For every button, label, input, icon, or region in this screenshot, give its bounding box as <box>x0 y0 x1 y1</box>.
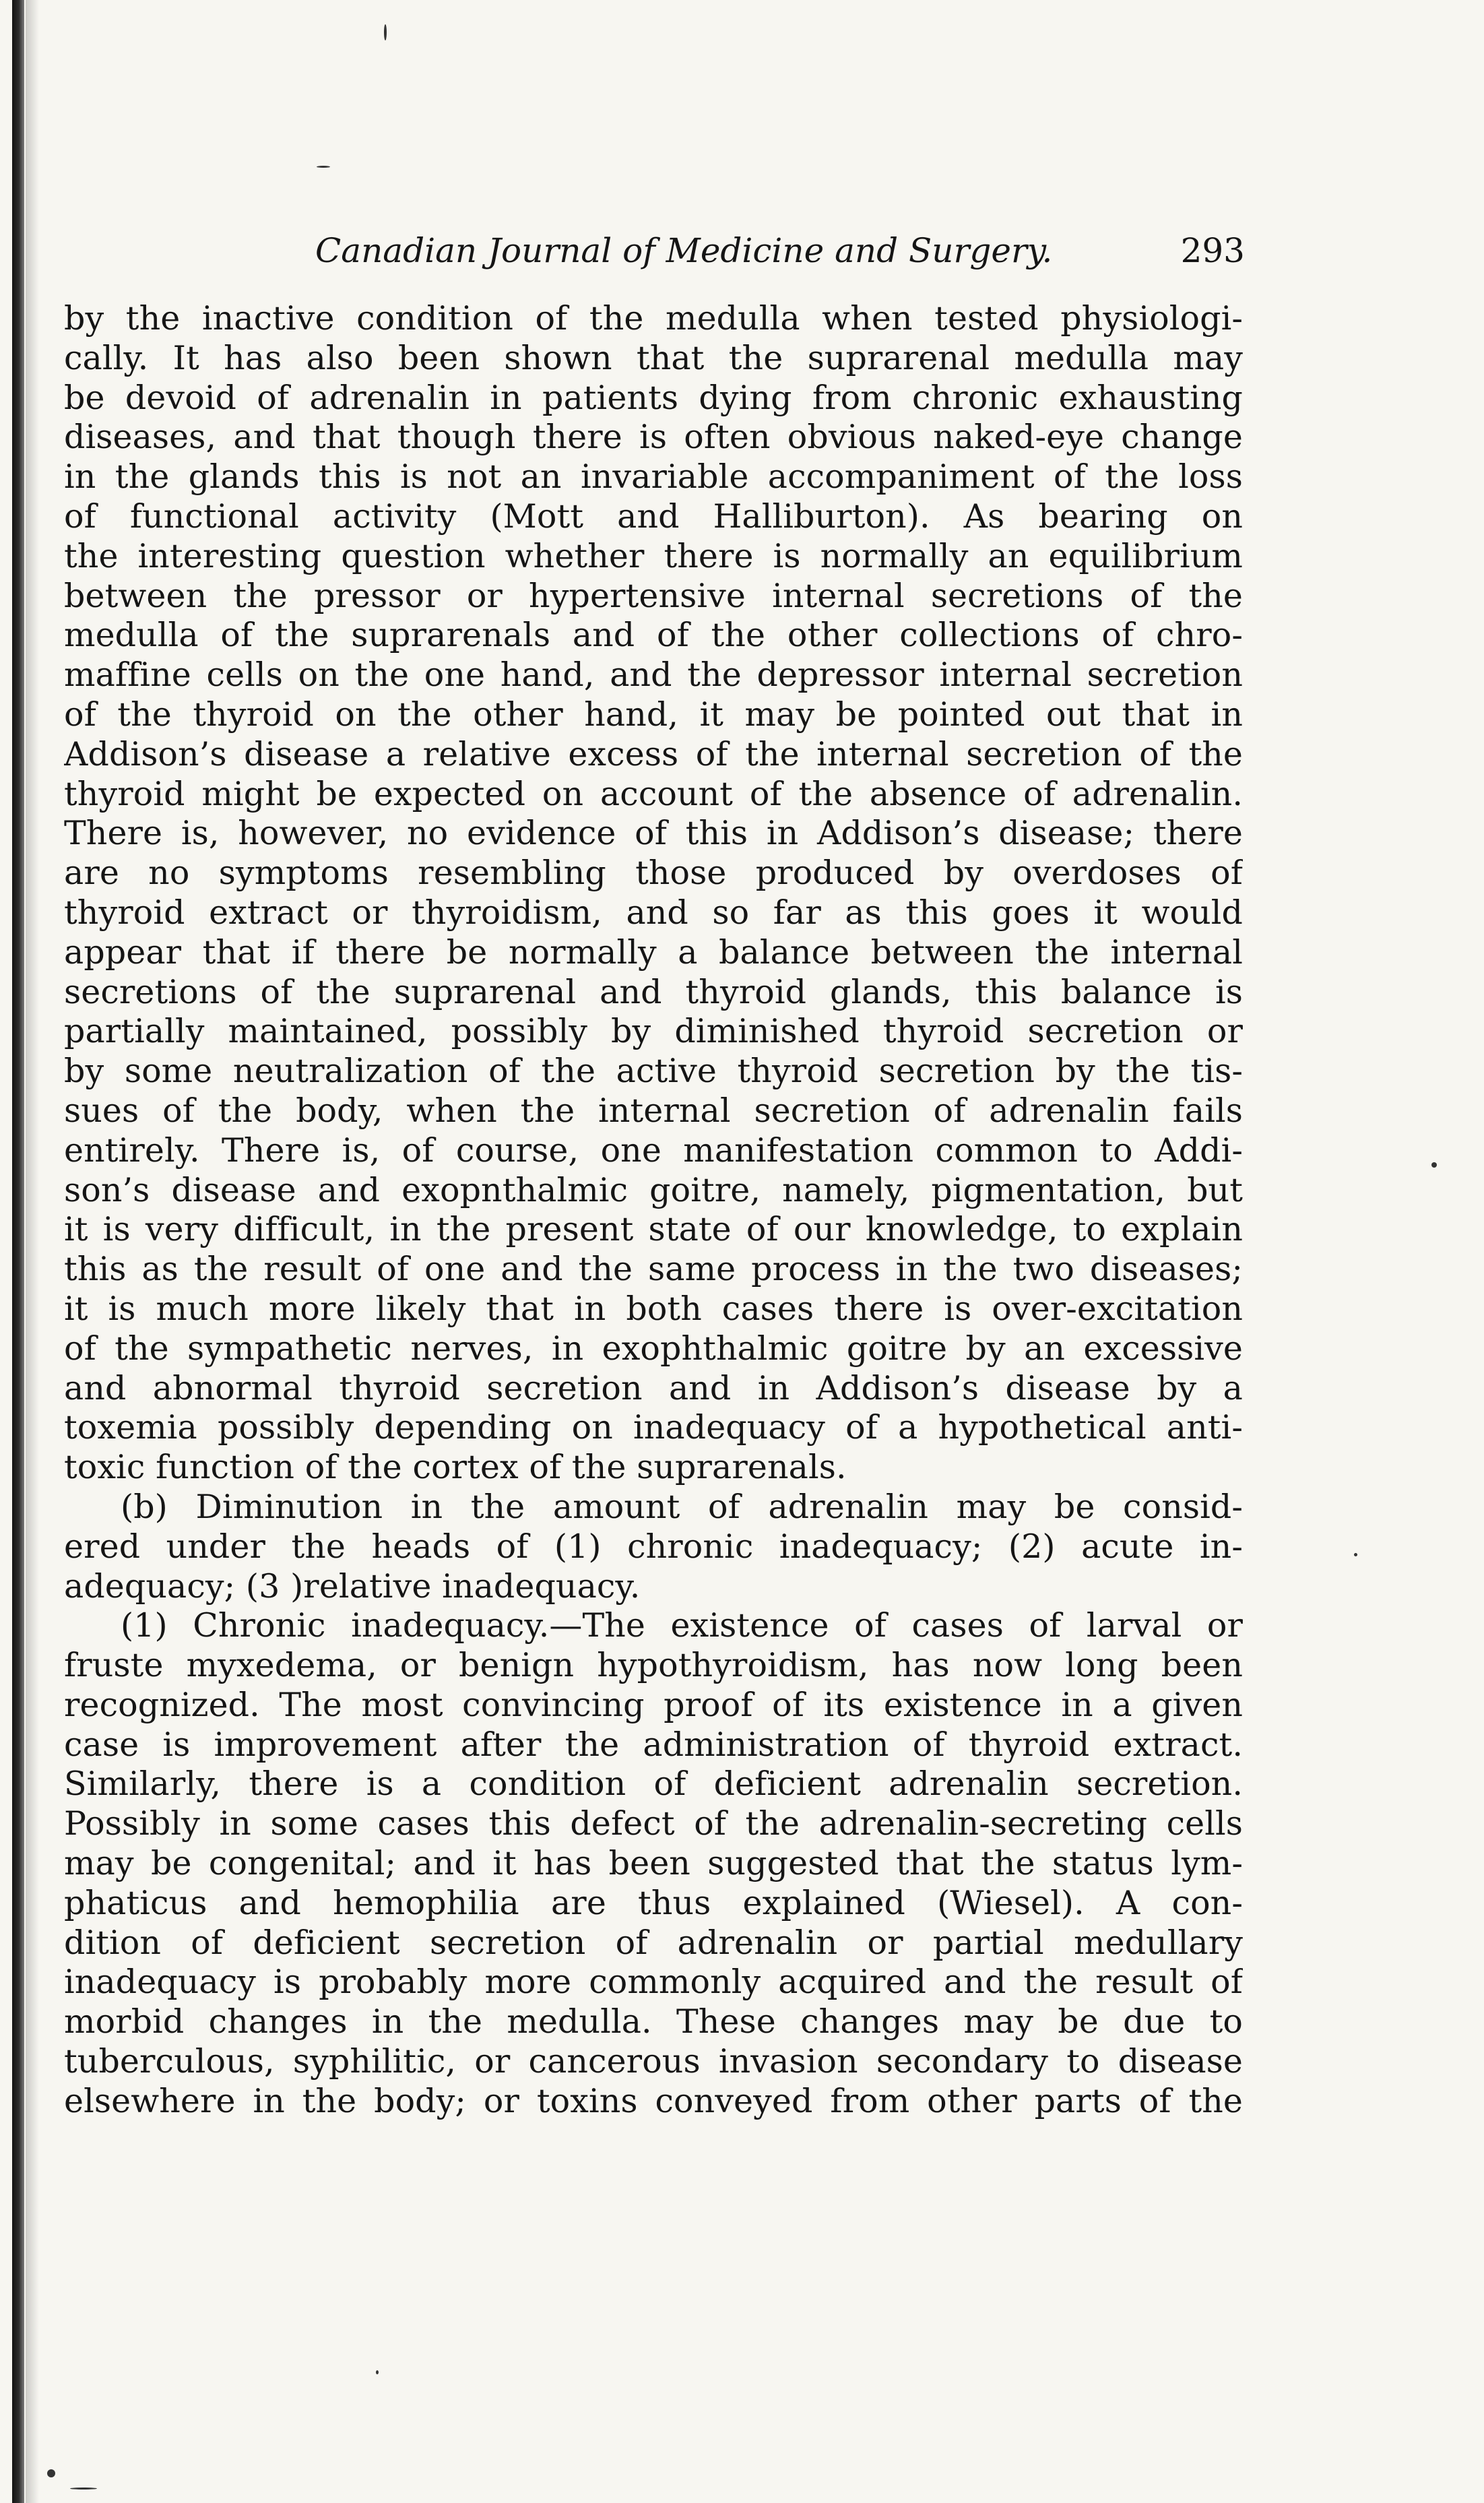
text-line: Similarly, there is a condition of deficient adrenalin secretion. <box>64 1765 1243 1804</box>
text-line: maffine cells on the one hand, and the depressor internal secretion <box>64 656 1243 695</box>
text-line: morbid changes in the medulla. These changes may be due to <box>64 2002 1243 2041</box>
text-line: this as the result of one and the same process in the two diseases; <box>64 1250 1243 1289</box>
text-line: medulla of the suprarenals and of the other collections of chro- <box>64 616 1243 655</box>
text-line: elsewhere in the body; or toxins conveyed from other parts of the <box>64 2081 1243 2120</box>
text-line: the interesting question whether there is normally an equilibrium <box>64 536 1243 575</box>
text-line: dition of deficient secretion of adrenalin or partial medullary <box>64 1923 1243 1962</box>
journal-title: Canadian Journal of Medicine and Surgery. <box>315 231 1053 270</box>
print-speck <box>384 24 387 40</box>
text-line: recognized. The most convincing proof of its existence in a given <box>64 1685 1243 1724</box>
paragraph-first-line: (1) Chronic inadequacy.—The existence of cases of larval or <box>121 1606 1243 1645</box>
book-binding-edge <box>12 0 24 2503</box>
text-line: son’s disease and exopnthalmic goitre, namely, pigmentation, but <box>64 1170 1243 1209</box>
text-line: by some neutralization of the active thyroid secretion by the tis- <box>64 1052 1243 1091</box>
text-line: secretions of the suprarenal and thyroid glands, this balance is <box>64 972 1243 1011</box>
binding-shadow <box>26 0 39 2503</box>
text-line: of the thyroid on the other hand, it may be pointed out that in <box>64 695 1243 734</box>
text-line: thyroid extract or thyroidism, and so far as this goes it would <box>64 893 1243 932</box>
text-line: it is very difficult, in the present state of our knowledge, to explain <box>64 1210 1243 1249</box>
text-line: it is much more likely that in both cases there is over-excitation <box>64 1289 1243 1328</box>
text-line: be devoid of adrenalin in patients dying from chronic exhausting <box>64 378 1243 417</box>
text-line: fruste myxedema, or benign hypothyroidism, has now long been <box>64 1646 1243 1685</box>
text-line: inadequacy is probably more commonly acquired and the result of <box>64 1963 1243 2002</box>
text-line: case is improvement after the administration of thyroid extract. <box>64 1725 1243 1764</box>
text-line: toxemia possibly depending on inadequacy of a hypothetical anti- <box>64 1408 1243 1447</box>
paragraph-first-line: (b) Diminution in the amount of adrenalin may be consid- <box>121 1487 1243 1526</box>
text-line: and abnormal thyroid secretion and in Addison’s disease by a <box>64 1368 1243 1407</box>
text-line: by the inactive condition of the medulla when tested physiologi- <box>64 299 1243 338</box>
text-line: phaticus and hemophilia are thus explained (Wiesel). A con- <box>64 1883 1243 1922</box>
text-line: ered under the heads of (1) chronic inadequacy; (2) acute in- <box>64 1527 1243 1566</box>
paragraph-last-line: adequacy; (3 )relative inadequacy. <box>64 1566 641 1606</box>
text-line: are no symptoms resembling those produced by overdoses of <box>64 854 1243 893</box>
print-speck <box>1354 1553 1357 1556</box>
print-speck <box>317 166 330 168</box>
text-line: There is, however, no evidence of this in Addison’s disease; there <box>64 814 1243 853</box>
text-line: partially maintained, possibly by diminished thyroid secretion or <box>64 1012 1243 1051</box>
text-line: appear that if there be normally a balance between the internal <box>64 932 1243 972</box>
text-line: may be congenital; and it has been suggested that the status lym- <box>64 1844 1243 1883</box>
text-line: Addison’s disease a relative excess of the internal secretion of the <box>64 734 1243 773</box>
print-speck <box>1431 1162 1437 1168</box>
page-number: 293 <box>1180 231 1245 270</box>
text-line: thyroid might be expected on account of the absence of adrenalin. <box>64 774 1243 813</box>
print-speck <box>47 2469 55 2477</box>
text-line: between the pressor or hypertensive internal secretions of the <box>64 576 1243 615</box>
text-line: of the sympathetic nerves, in exophthalmic goitre by an excessive <box>64 1329 1243 1368</box>
print-speck <box>376 2370 379 2374</box>
article-body <box>64 299 1243 2122</box>
text-line: diseases, and that though there is often obvious naked-eye change <box>64 418 1243 457</box>
text-line: cally. It has also been shown that the suprarenal medulla may <box>64 338 1243 377</box>
text-line: sues of the body, when the internal secretion of adrenalin fails <box>64 1091 1243 1130</box>
print-speck <box>70 2488 97 2490</box>
running-header <box>315 226 1258 275</box>
text-line: of functional activity (Mott and Halliburton). As bearing on <box>64 497 1243 536</box>
text-line: tuberculous, syphilitic, or cancerous invasion secondary to disease <box>64 2042 1243 2081</box>
text-line: in the glands this is not an invariable accompaniment of the loss <box>64 457 1243 497</box>
paragraph-last-line: toxic function of the cortex of the suprarenals. <box>64 1448 847 1487</box>
text-line: entirely. There is, of course, one manifestation common to Addi- <box>64 1131 1243 1170</box>
text-line: Possibly in some cases this defect of the adrenalin-secreting cells <box>64 1804 1243 1843</box>
